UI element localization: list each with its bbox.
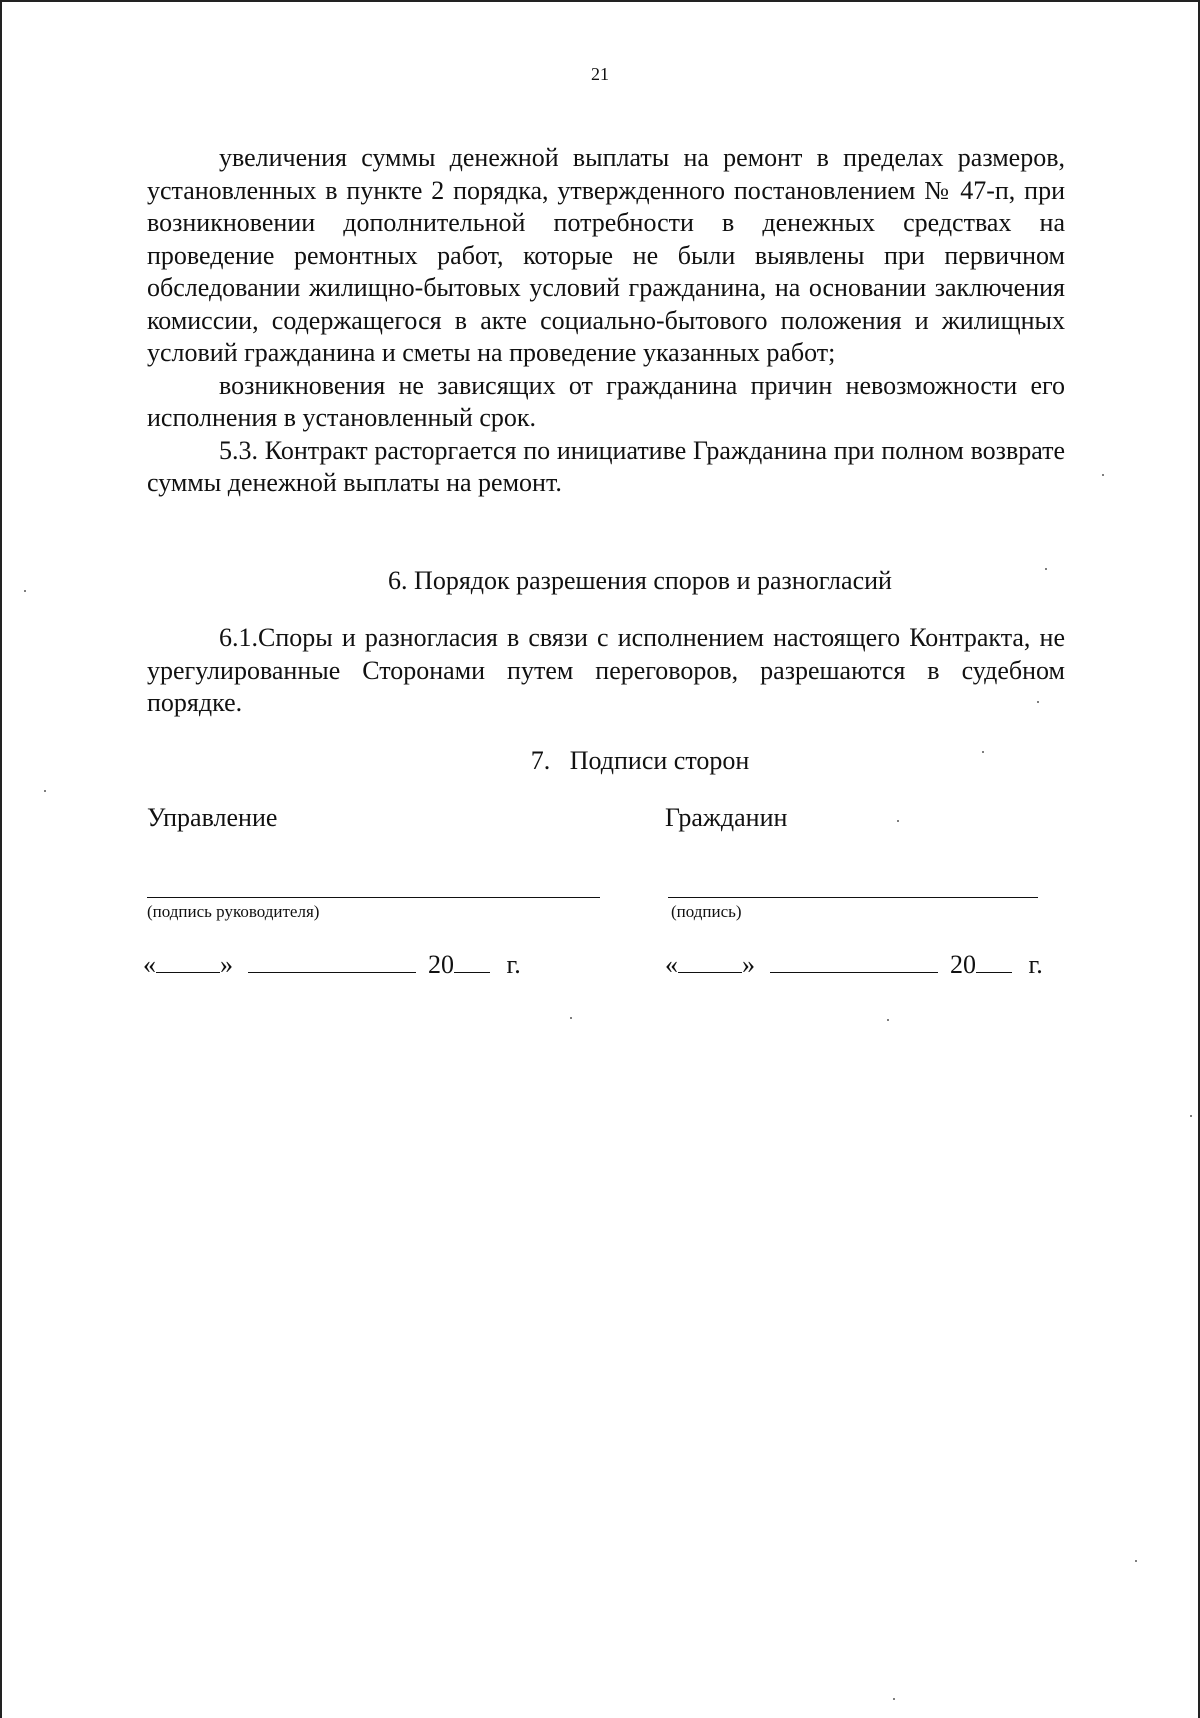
scan-speck <box>24 590 26 592</box>
signature-line-left <box>147 897 600 898</box>
date-open-quote-right: « <box>665 950 678 979</box>
year-blank-right <box>976 950 1012 973</box>
year-prefix-left: 20 <box>428 950 454 979</box>
month-blank-left <box>248 950 416 973</box>
party-left-label: Управление <box>147 803 278 832</box>
scan-speck <box>570 1017 572 1019</box>
party-right-label: Гражданин <box>665 803 788 832</box>
year-blank-left <box>454 950 490 973</box>
paragraph-impossibility: возникновения не зависящих от гражданина причин невозможности его исполнения в установленный срок. <box>147 370 1065 432</box>
scan-speck <box>1102 474 1104 476</box>
page-number: 21 <box>591 64 609 84</box>
signature-caption-right: (подпись) <box>671 902 742 921</box>
signature-caption-left: (подпись руководителя) <box>147 902 320 921</box>
date-close-quote-left: » <box>220 950 233 979</box>
scan-speck <box>893 1698 895 1700</box>
year-prefix-right: 20 <box>950 950 976 979</box>
date-close-quote-right: » <box>742 950 755 979</box>
day-blank-left <box>156 950 220 973</box>
scan-speck <box>1045 568 1047 570</box>
date-line-right <box>665 950 1043 980</box>
section7-heading: 7. Подписи сторон <box>530 746 750 775</box>
date-line-left <box>143 950 521 980</box>
date-open-quote-left: « <box>143 950 156 979</box>
scan-speck <box>897 820 899 822</box>
day-blank-right <box>678 950 742 973</box>
scan-speck <box>1037 701 1039 703</box>
scan-speck <box>887 1019 889 1021</box>
section6-heading: 6. Порядок разрешения споров и разногласий <box>388 566 892 595</box>
paragraph-increase-payment: увеличения суммы денежной выплаты на ремонт в пределах размеров, установленных в пункте 2 порядка, утвержденного постановлением № 47-п, при возникновении дополнительной потребности в денежных средствах на проведение ремонтных работ, которые не были выявлены при первичном обследовании жилищно-бытовых условий гражданина, на основании заключения комиссии, содержащегося в акте социально-бытового положения и жилищных условий гражданина и сметы на проведение указанных работ; <box>147 143 1065 367</box>
section6-text <box>147 622 1065 720</box>
signature-line-right <box>668 897 1038 898</box>
paragraph-5-3: 5.3. Контракт расторгается по инициативе Гражданина при полном возврате суммы денежной выплаты на ремонт. <box>147 435 1065 497</box>
month-blank-right <box>770 950 938 973</box>
scan-speck <box>1190 1115 1192 1117</box>
scan-speck <box>1135 1560 1137 1562</box>
scan-speck <box>982 751 984 753</box>
year-suffix-left: г. <box>506 950 521 979</box>
section5-text <box>147 142 1065 500</box>
paragraph-6-1: 6.1.Споры и разногласия в связи с исполнением настоящего Контракта, не урегулированные Сторонами путем переговоров, разрешаются в судебном порядке. <box>147 623 1065 717</box>
scan-speck <box>44 790 46 792</box>
year-suffix-right: г. <box>1028 950 1043 979</box>
